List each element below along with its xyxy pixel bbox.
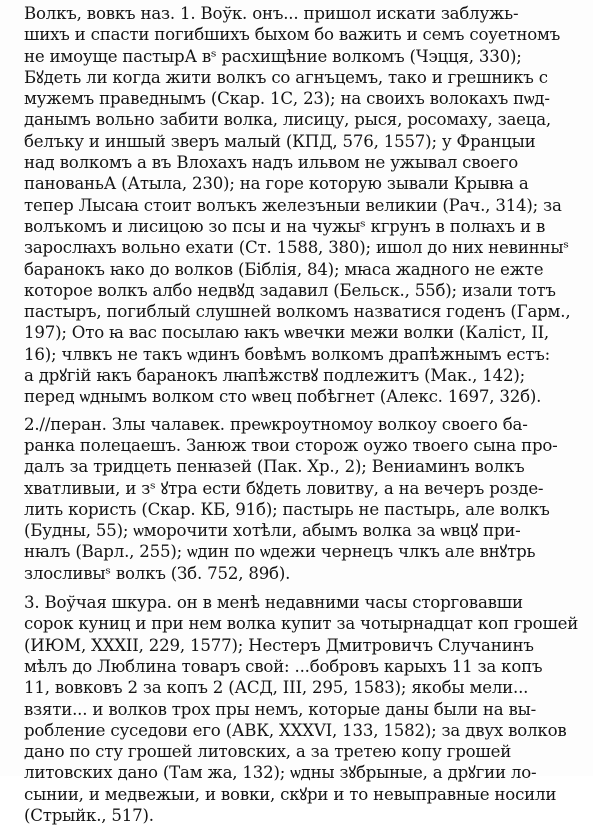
- text-line: взяти... и волков трох пры немъ, которые даны были на вы-: [24, 699, 537, 719]
- text-line: панованьА (Атыла, 230); на горе которую зывали Крывꙗ а: [24, 174, 529, 194]
- text-line: Волкъ, вовкъ наз. 1. Воўк. онъ... пришол искати заблужь-: [24, 4, 519, 23]
- text-line: тепер Лысаꙗ стоит волъкъ железъныи великии (Рач., 314); за: [24, 195, 562, 215]
- text-line: 197); Ото ꙗ вас посылаю ꙗкъ ѡвечки межи волки (Каліст, II,: [24, 323, 549, 343]
- text-line: мѣлъ до Люблина товаръ свой: ...бобровъ карыхъ 11 за копъ: [24, 656, 543, 676]
- text-line: (Будны, 55); ѡморочити хотѣли, абымъ волка за ѡвцꙋ при-: [24, 521, 521, 541]
- text-line: мужемъ праведнымъ (Скар. 1С, 23); на своихъ волокахъ пѡд-: [24, 89, 550, 109]
- text-line: сынии, и медвежыи, и вовки, скꙋри и то невыправные носили: [24, 784, 557, 804]
- text-line: белъку и иншый зверъ малый (КПД, 576, 1557); у Францыи: [24, 131, 536, 151]
- text-line: баранокъ ꙗко до волков (Біблія, 84); мꙗса жадного не ежте: [24, 259, 544, 279]
- text-line: 3. Воўчая шкура. он в менѣ недавними часы сторговавши: [24, 593, 523, 613]
- text-line: волъкомъ и лисицою зо псы и на чужыˢ кгрунъ в полꙗхъ и в: [24, 216, 546, 236]
- text-line: далъ за тридцеть пенꙗзей (Пак. Хр., 2); Вениаминъ волкъ: [24, 457, 525, 477]
- text-line: 16); члвкъ не такъ ѡдинъ бовѣмъ волкомъ драпѣжнымъ естъ:: [24, 344, 550, 364]
- entry-sense-1: [3, 3, 587, 408]
- text-line: пастыръ, погиблый слушней волкомъ назватися годенъ (Гарм.,: [24, 302, 571, 322]
- text-line: данымъ вольно забити волка, лисицу, рыся, росомаху, заеца,: [24, 110, 551, 130]
- text-line: (ИЮМ, XXXII, 229, 1577); Нестеръ Дмитровичъ Случанинъ: [24, 635, 534, 655]
- text-line: злосливыˢ волкъ (Зб. 752, 89б).: [24, 563, 291, 583]
- text-line: 11, вовковъ 2 за копъ 2 (АСД, III, 295, 1583); якобы мели...: [24, 678, 529, 698]
- text-line: лить користь (Скар. КБ, 91б); пастырь не пастырь, але волкъ: [24, 499, 550, 519]
- text-line: ранка полецаешъ. Занюж твои сторож оужо твоего сына про-: [24, 435, 558, 455]
- text-line: литовских дано (Там жа, 132); ѡдны зꙋбрыные, а дрꙋгии ло-: [24, 763, 537, 783]
- text-line: хватливыи, и зˢ ꙋтра ести бꙋдеть ловитву, а на вечеръ розде-: [24, 478, 544, 498]
- text-line: зарослꙗхъ вольно ехати (Ст. 1588, 380); ишол до них невинныˢ: [24, 238, 569, 258]
- text-line: над волкомъ а въ Влохахъ надъ ильвом не ужывал своего: [24, 153, 519, 173]
- text-line: (Стрыйк., 517).: [24, 805, 154, 825]
- text-line: нꙗлъ (Варл., 255); ѡдин по ѡдежи чернецъ члкъ але внꙋтрь: [24, 542, 536, 562]
- entry-sense-2: [3, 414, 587, 584]
- text-line: дано по сту грошей литовских, а за третею копу грошей: [24, 742, 512, 762]
- text-line: не имоуще пастырА вˢ расхищѣние волкомъ (Чэцця, 330);: [24, 46, 522, 66]
- text-line: сорок куниц и при нем волка купит за чотырнадцат коп грошей: [24, 614, 579, 634]
- text-line: шихъ и спасти погибшихъ быхом бо важить и семъ соуетномъ: [24, 25, 561, 45]
- text-line: которое волкъ албо недвꙋд задавил (Бельск., 55б); изали тотъ: [24, 280, 556, 300]
- text-line: 2.//перан. Злы чалавек. преѡкроутномоу волкоу своего ба-: [24, 414, 528, 434]
- entry-sense-3: [3, 592, 587, 826]
- text-line: перед ѡднымъ волком сто ѡвец побѣгнет (Алекс. 1697, 32б).: [24, 387, 542, 407]
- text-line: робление суседови его (АВК, XXXVI, 133, 1582); за двух волков: [24, 720, 567, 740]
- text-line: Бꙋдеть ли когда жити волкъ со агнъцемъ, тако и грешникъ с: [24, 67, 548, 87]
- text-line: а дрꙋгій ꙗкъ баранокъ лꙗпѣжствꙋ подлежитъ (Мак., 142);: [24, 366, 526, 386]
